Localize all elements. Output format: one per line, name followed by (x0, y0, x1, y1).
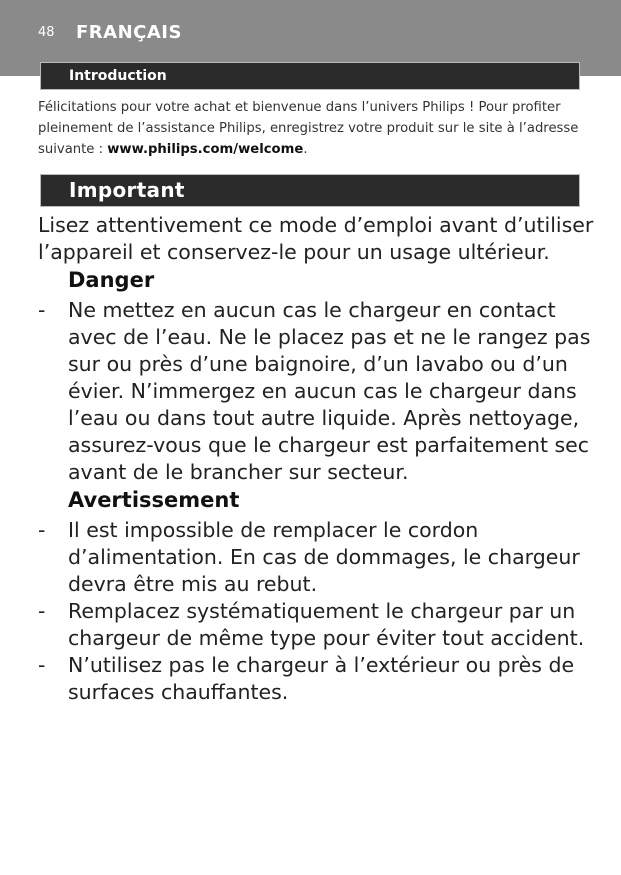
introduction-title: Introduction (69, 68, 167, 84)
list-item-text: Il est impossible de remplacer le cordon d’alimentation. En cas de dommages, le chargeur devra être mis au rebut. (68, 518, 580, 596)
list-item-text: Remplacez systématiquement le chargeur par un chargeur de même type pour éviter tout accident. (68, 599, 585, 650)
introduction-text: Félicitations pour votre achat et bienvenue dans l’univers Philips ! Pour profiter pleinement de l’assistance Philips, enregistrez votre produit sur le site à l’adresse suivante : (38, 100, 579, 157)
list-item (38, 598, 598, 652)
section-bar-important (40, 174, 580, 207)
language-heading: FRANÇAIS (76, 22, 182, 43)
section-bar-introduction (40, 62, 580, 90)
page-number: 48 (38, 25, 55, 40)
danger-list (38, 297, 598, 486)
warning-list (38, 517, 598, 706)
list-item (38, 652, 598, 706)
dash-bullet: - (38, 298, 46, 322)
dash-bullet: - (38, 653, 46, 677)
introduction-text-end: . (303, 142, 308, 157)
list-item (38, 517, 598, 598)
welcome-link[interactable]: www.philips.com/welcome (107, 142, 304, 157)
introduction-paragraph (38, 97, 586, 160)
important-title: Important (69, 178, 185, 202)
list-item-text: Ne mettez en aucun cas le chargeur en contact avec de l’eau. Ne le placez pas et ne le rangez pas sur ou près d’une baignoire, d’un lavabo ou d’un évier. N’immergez en aucun cas le chargeur dans l’eau ou dans tout autre liquide. Après nettoyage, assurez-vous que le chargeur est parfaitement sec avant de le brancher sur secteur. (68, 298, 591, 484)
dash-bullet: - (38, 599, 46, 623)
warning-heading: Avertissement (68, 488, 240, 512)
list-item-text: N’utilisez pas le chargeur à l’extérieur ou près de surfaces chauffantes. (68, 653, 575, 704)
important-paragraph: Lisez attentivement ce mode d’emploi avant d’utiliser l’appareil et conservez-le pour un usage ultérieur. (38, 213, 594, 264)
dash-bullet: - (38, 518, 46, 542)
list-item (38, 297, 598, 486)
danger-heading: Danger (68, 268, 155, 292)
